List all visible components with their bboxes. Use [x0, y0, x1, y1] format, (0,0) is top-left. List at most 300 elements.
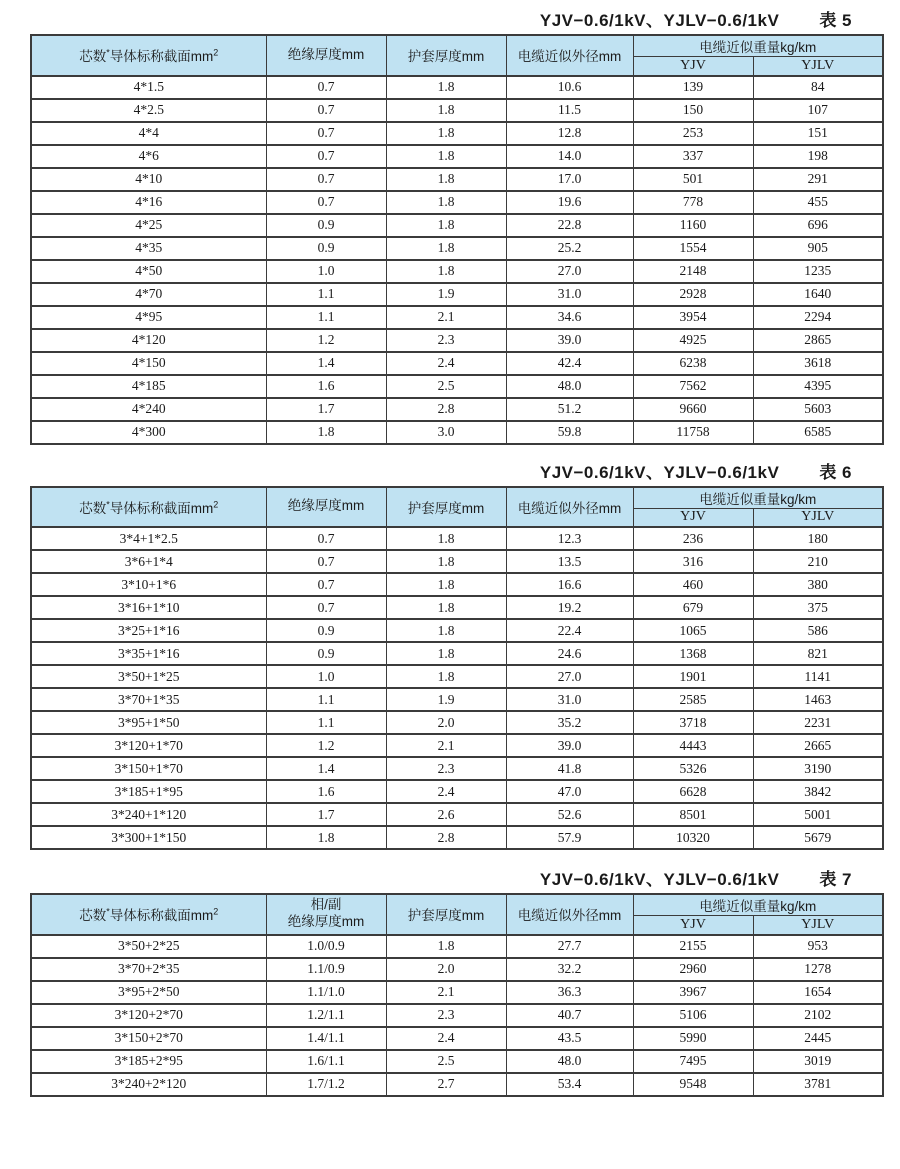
- table-cell: 1.8: [386, 191, 506, 214]
- table-cell: 53.4: [506, 1073, 633, 1096]
- table-cell: 0.7: [266, 168, 386, 191]
- cable-spec-table-6: [30, 486, 884, 851]
- table-row: [31, 168, 883, 191]
- table-cell: 1.8: [386, 214, 506, 237]
- table-cell: 1.8: [386, 935, 506, 958]
- table-cell: 3618: [753, 352, 883, 375]
- header-core-size: [31, 487, 266, 528]
- table-cell: 1.7: [266, 803, 386, 826]
- header-core-size: [31, 35, 266, 76]
- table-cell: 3*4+1*2.5: [31, 527, 266, 550]
- header-yjlv: YJLV: [753, 916, 883, 935]
- table-cell: 1.2: [266, 734, 386, 757]
- table-cell: 1.8: [266, 421, 386, 444]
- table-cell: 2960: [633, 958, 753, 981]
- table-cell: 48.0: [506, 1050, 633, 1073]
- table-cell: 1.1: [266, 688, 386, 711]
- table-row: [31, 734, 883, 757]
- table-cell: 0.7: [266, 122, 386, 145]
- table-cell: 10320: [633, 826, 753, 849]
- table-cell: 1.8: [266, 826, 386, 849]
- table-cell: 1.8: [386, 642, 506, 665]
- table-cell: 0.9: [266, 237, 386, 260]
- table-cell: 1.1/0.9: [266, 958, 386, 981]
- table-cell: 3*16+1*10: [31, 596, 266, 619]
- table-cell: 3*185+1*95: [31, 780, 266, 803]
- table-cell: 2445: [753, 1027, 883, 1050]
- table-cell: 43.5: [506, 1027, 633, 1050]
- table-row: [31, 981, 883, 1004]
- table-cell: 0.9: [266, 619, 386, 642]
- table-cell: 27.0: [506, 260, 633, 283]
- table-cell: 2.8: [386, 826, 506, 849]
- table-cell: 1.1: [266, 711, 386, 734]
- table-cell: 0.7: [266, 550, 386, 573]
- table-cell: 84: [753, 76, 883, 99]
- table-cell: 17.0: [506, 168, 633, 191]
- table-cell: 3*6+1*4: [31, 550, 266, 573]
- table-row: [31, 99, 883, 122]
- table-cell: 236: [633, 527, 753, 550]
- table-cell: 27.0: [506, 665, 633, 688]
- table-cell: 3*185+2*95: [31, 1050, 266, 1073]
- table-cell: 2865: [753, 329, 883, 352]
- table-cell: 1.6/1.1: [266, 1050, 386, 1073]
- table-cell: 59.8: [506, 421, 633, 444]
- table-cell: 696: [753, 214, 883, 237]
- table-cell: 2585: [633, 688, 753, 711]
- table-cell: 3*120+2*70: [31, 1004, 266, 1027]
- table-cell: 180: [753, 527, 883, 550]
- header-insulation-main: 绝缘厚度mm: [287, 46, 365, 62]
- table-cell: 8501: [633, 803, 753, 826]
- table-cell: 52.6: [506, 803, 633, 826]
- table-cell: 19.6: [506, 191, 633, 214]
- table-cell: 3954: [633, 306, 753, 329]
- table-row: [31, 688, 883, 711]
- table-cell: 3*25+1*16: [31, 619, 266, 642]
- table-cell: 5679: [753, 826, 883, 849]
- header-core-size-main: 导体标称截面mm: [109, 908, 214, 924]
- table-cell: 4*120: [31, 329, 266, 352]
- table-cell: 2.1: [386, 734, 506, 757]
- table-cell: 6585: [753, 421, 883, 444]
- table-cell: 1554: [633, 237, 753, 260]
- table-row: [31, 780, 883, 803]
- table-cell: 4*2.5: [31, 99, 266, 122]
- table-cell: 4*240: [31, 398, 266, 421]
- header-outer-diameter: 电缆近似外径mm: [506, 487, 633, 528]
- table-row: [31, 398, 883, 421]
- table-cell: 14.0: [506, 145, 633, 168]
- table-cell: 2.7: [386, 1073, 506, 1096]
- table-cell: 16.6: [506, 573, 633, 596]
- cable-spec-table-7: [30, 893, 884, 1097]
- table-cell: 0.9: [266, 642, 386, 665]
- table-cell: 3*300+1*150: [31, 826, 266, 849]
- header-yjv: YJV: [633, 916, 753, 935]
- table-cell: 4925: [633, 329, 753, 352]
- table-cell: 36.3: [506, 981, 633, 1004]
- table-cell: 27.7: [506, 935, 633, 958]
- table-cell: 0.9: [266, 214, 386, 237]
- table-cell: 41.8: [506, 757, 633, 780]
- table-cell: 1.2: [266, 329, 386, 352]
- table-cell: 12.3: [506, 527, 633, 550]
- table-row: [31, 665, 883, 688]
- table-row: [31, 757, 883, 780]
- table-cell: 19.2: [506, 596, 633, 619]
- table-row: [31, 145, 883, 168]
- table-cell: 151: [753, 122, 883, 145]
- table-cell: 1235: [753, 260, 883, 283]
- table-cell: 1278: [753, 958, 883, 981]
- header-core-size-main: 导体标称截面mm: [109, 500, 214, 516]
- table-cell: 2.0: [386, 711, 506, 734]
- table-cell: 1.9: [386, 283, 506, 306]
- table-row: [31, 573, 883, 596]
- header-core-size-star: *: [106, 906, 110, 917]
- table-cell: 455: [753, 191, 883, 214]
- table6-number: 表 6: [819, 462, 852, 482]
- table-section-7: [30, 865, 882, 1097]
- header-yjlv: YJLV: [753, 508, 883, 527]
- header-weight-group: 电缆近似重量kg/km: [633, 35, 883, 57]
- table-cell: 1160: [633, 214, 753, 237]
- table-cell: 1.8: [386, 665, 506, 688]
- table-cell: 1.8: [386, 527, 506, 550]
- table-cell: 4*6: [31, 145, 266, 168]
- table-cell: 1.7/1.2: [266, 1073, 386, 1096]
- table-row: [31, 550, 883, 573]
- table-cell: 150: [633, 99, 753, 122]
- table-cell: 2.3: [386, 757, 506, 780]
- table-cell: 3*150+1*70: [31, 757, 266, 780]
- table-cell: 11.5: [506, 99, 633, 122]
- header-yjv: YJV: [633, 508, 753, 527]
- table-cell: 24.6: [506, 642, 633, 665]
- table-cell: 31.0: [506, 283, 633, 306]
- table-cell: 2155: [633, 935, 753, 958]
- table-cell: 3967: [633, 981, 753, 1004]
- table-section-5: [30, 6, 882, 445]
- table-cell: 10.6: [506, 76, 633, 99]
- table-cell: 0.7: [266, 145, 386, 168]
- table-cell: 35.2: [506, 711, 633, 734]
- table-cell: 3019: [753, 1050, 883, 1073]
- table7-title-row: [30, 865, 882, 889]
- table-row: [31, 283, 883, 306]
- table-cell: 2102: [753, 1004, 883, 1027]
- header-insulation-thickness: [266, 35, 386, 76]
- table-cell: 460: [633, 573, 753, 596]
- table-cell: 6628: [633, 780, 753, 803]
- header-sheath-thickness: 护套厚度mm: [386, 35, 506, 76]
- header-core-size-text: 芯数: [79, 908, 107, 924]
- table-cell: 1.4: [266, 757, 386, 780]
- table-cell: 2.4: [386, 1027, 506, 1050]
- table-row: [31, 958, 883, 981]
- table-cell: 4*4: [31, 122, 266, 145]
- table-cell: 4*50: [31, 260, 266, 283]
- header-insulation-main: 绝缘厚度mm: [287, 498, 365, 514]
- table-row: [31, 122, 883, 145]
- table-cell: 1.8: [386, 76, 506, 99]
- table-cell: 905: [753, 237, 883, 260]
- table-cell: 3*70+2*35: [31, 958, 266, 981]
- table-cell: 1.8: [386, 168, 506, 191]
- table-cell: 1.8: [386, 550, 506, 573]
- table-cell: 1.9: [386, 688, 506, 711]
- table-cell: 3*10+1*6: [31, 573, 266, 596]
- header-weight-group: 电缆近似重量kg/km: [633, 487, 883, 509]
- table-cell: 2.3: [386, 1004, 506, 1027]
- table-cell: 2928: [633, 283, 753, 306]
- table-cell: 2.4: [386, 780, 506, 803]
- table-row: [31, 711, 883, 734]
- table-row: [31, 826, 883, 849]
- table-cell: 2294: [753, 306, 883, 329]
- header-core-size-sup: 2: [213, 47, 219, 58]
- table-cell: 679: [633, 596, 753, 619]
- header-core-size-star: *: [106, 47, 110, 58]
- table-cell: 1901: [633, 665, 753, 688]
- table-cell: 2.0: [386, 958, 506, 981]
- table-row: [31, 306, 883, 329]
- table-cell: 42.4: [506, 352, 633, 375]
- table-cell: 4*10: [31, 168, 266, 191]
- table-cell: 1.8: [386, 145, 506, 168]
- table-row: [31, 596, 883, 619]
- table-cell: 2665: [753, 734, 883, 757]
- table-cell: 4443: [633, 734, 753, 757]
- table-cell: 3*70+1*35: [31, 688, 266, 711]
- header-core-size-sup: 2: [213, 499, 219, 510]
- table-cell: 0.7: [266, 573, 386, 596]
- header-core-size-sup: 2: [213, 906, 219, 917]
- header-yjv: YJV: [633, 57, 753, 76]
- table-cell: 4*300: [31, 421, 266, 444]
- table-cell: 1654: [753, 981, 883, 1004]
- table-cell: 778: [633, 191, 753, 214]
- table-row: [31, 803, 883, 826]
- table-cell: 1.8: [386, 122, 506, 145]
- table-cell: 953: [753, 935, 883, 958]
- table-cell: 1.0: [266, 260, 386, 283]
- table-cell: 139: [633, 76, 753, 99]
- table-cell: 51.2: [506, 398, 633, 421]
- table-cell: 0.7: [266, 76, 386, 99]
- table-cell: 12.8: [506, 122, 633, 145]
- table-cell: 1.0/0.9: [266, 935, 386, 958]
- table-cell: 1141: [753, 665, 883, 688]
- table-cell: 11758: [633, 421, 753, 444]
- table-cell: 3781: [753, 1073, 883, 1096]
- table6-title: YJV−0.6/1kV、YJLV−0.6/1kV: [539, 462, 780, 482]
- table-row: [31, 421, 883, 444]
- table7-number: 表 7: [819, 870, 852, 889]
- table-cell: 2.4: [386, 352, 506, 375]
- table5-title-row: [30, 6, 882, 30]
- table-cell: 3842: [753, 780, 883, 803]
- table-cell: 0.7: [266, 596, 386, 619]
- table-cell: 9548: [633, 1073, 753, 1096]
- table-cell: 1.8: [386, 573, 506, 596]
- table-row: [31, 1073, 883, 1096]
- table-cell: 1640: [753, 283, 883, 306]
- table-cell: 1.2/1.1: [266, 1004, 386, 1027]
- table-row: [31, 237, 883, 260]
- table-cell: 22.8: [506, 214, 633, 237]
- header-sheath-thickness: 护套厚度mm: [386, 894, 506, 935]
- table-cell: 375: [753, 596, 883, 619]
- table-cell: 6238: [633, 352, 753, 375]
- table-cell: 7495: [633, 1050, 753, 1073]
- table-row: [31, 191, 883, 214]
- table-row: [31, 352, 883, 375]
- table-cell: 1.7: [266, 398, 386, 421]
- table-cell: 2.1: [386, 981, 506, 1004]
- table-row: [31, 1027, 883, 1050]
- table-cell: 337: [633, 145, 753, 168]
- header-insulation-main: 绝缘厚度mm: [287, 914, 365, 930]
- header-insulation-top: 相/副: [310, 897, 342, 913]
- table-cell: 380: [753, 573, 883, 596]
- table-cell: 39.0: [506, 329, 633, 352]
- table-cell: 22.4: [506, 619, 633, 642]
- table-cell: 7562: [633, 375, 753, 398]
- table-cell: 1368: [633, 642, 753, 665]
- table-row: [31, 214, 883, 237]
- table-cell: 1.1: [266, 283, 386, 306]
- table-cell: 1.8: [386, 237, 506, 260]
- table-cell: 4*16: [31, 191, 266, 214]
- table-cell: 253: [633, 122, 753, 145]
- table-cell: 9660: [633, 398, 753, 421]
- table-row: [31, 1004, 883, 1027]
- table-cell: 57.9: [506, 826, 633, 849]
- table-cell: 1.6: [266, 375, 386, 398]
- table-cell: 5001: [753, 803, 883, 826]
- table6-title-row: [30, 458, 882, 482]
- table-cell: 5603: [753, 398, 883, 421]
- header-outer-diameter: 电缆近似外径mm: [506, 894, 633, 935]
- table-cell: 31.0: [506, 688, 633, 711]
- table-cell: 1.8: [386, 260, 506, 283]
- table5-title: YJV−0.6/1kV、YJLV−0.6/1kV: [539, 11, 780, 30]
- cable-spec-table-5: [30, 34, 884, 445]
- table-cell: 1.0: [266, 665, 386, 688]
- table-row: [31, 375, 883, 398]
- table-cell: 2.1: [386, 306, 506, 329]
- table-cell: 1.8: [386, 596, 506, 619]
- table-cell: 1463: [753, 688, 883, 711]
- table-cell: 4*185: [31, 375, 266, 398]
- table-cell: 3*50+2*25: [31, 935, 266, 958]
- table-cell: 1.8: [386, 99, 506, 122]
- header-core-size-main: 导体标称截面mm: [109, 49, 214, 65]
- table-cell: 2.6: [386, 803, 506, 826]
- table-cell: 3*95+1*50: [31, 711, 266, 734]
- table-cell: 3*50+1*25: [31, 665, 266, 688]
- header-insulation-thickness: [266, 487, 386, 528]
- table-cell: 1.8: [386, 619, 506, 642]
- table-cell: 3190: [753, 757, 883, 780]
- table-cell: 1.4/1.1: [266, 1027, 386, 1050]
- table-row: [31, 527, 883, 550]
- table-row: [31, 642, 883, 665]
- table-cell: 2.8: [386, 398, 506, 421]
- table-row: [31, 619, 883, 642]
- table-row: [31, 260, 883, 283]
- header-core-size-text: 芯数: [79, 500, 107, 516]
- table-cell: 2231: [753, 711, 883, 734]
- table-cell: 3*35+1*16: [31, 642, 266, 665]
- table-cell: 3*240+1*120: [31, 803, 266, 826]
- table-cell: 34.6: [506, 306, 633, 329]
- table-cell: 4*150: [31, 352, 266, 375]
- table-cell: 0.7: [266, 99, 386, 122]
- table-cell: 40.7: [506, 1004, 633, 1027]
- table-cell: 48.0: [506, 375, 633, 398]
- table-cell: 291: [753, 168, 883, 191]
- table-cell: 198: [753, 145, 883, 168]
- header-outer-diameter: 电缆近似外径mm: [506, 35, 633, 76]
- table7-title: YJV−0.6/1kV、YJLV−0.6/1kV: [539, 870, 780, 889]
- table-cell: 4*25: [31, 214, 266, 237]
- table-cell: 3*150+2*70: [31, 1027, 266, 1050]
- table-section-6: [30, 458, 882, 851]
- table-cell: 5326: [633, 757, 753, 780]
- table-cell: 13.5: [506, 550, 633, 573]
- table-cell: 0.7: [266, 191, 386, 214]
- table-row: [31, 76, 883, 99]
- table-cell: 32.2: [506, 958, 633, 981]
- table-cell: 107: [753, 99, 883, 122]
- table-cell: 1.6: [266, 780, 386, 803]
- header-core-size-star: *: [106, 499, 110, 510]
- table-cell: 3*120+1*70: [31, 734, 266, 757]
- table-cell: 4395: [753, 375, 883, 398]
- table-cell: 3*95+2*50: [31, 981, 266, 1004]
- table-cell: 1.4: [266, 352, 386, 375]
- table-cell: 1065: [633, 619, 753, 642]
- table-cell: 821: [753, 642, 883, 665]
- table-cell: 3*240+2*120: [31, 1073, 266, 1096]
- table-row: [31, 935, 883, 958]
- table-cell: 586: [753, 619, 883, 642]
- header-core-size-text: 芯数: [79, 49, 107, 65]
- header-weight-group: 电缆近似重量kg/km: [633, 894, 883, 916]
- table-cell: 4*1.5: [31, 76, 266, 99]
- table-row: [31, 1050, 883, 1073]
- table-cell: 2.3: [386, 329, 506, 352]
- table-cell: 3.0: [386, 421, 506, 444]
- table-cell: 1.1/1.0: [266, 981, 386, 1004]
- header-phase-insulation-thickness: [266, 894, 386, 935]
- table-cell: 39.0: [506, 734, 633, 757]
- header-core-size: [31, 894, 266, 935]
- table-cell: 0.7: [266, 527, 386, 550]
- table-row: [31, 329, 883, 352]
- table-cell: 2148: [633, 260, 753, 283]
- table5-number: 表 5: [819, 11, 852, 30]
- table-cell: 210: [753, 550, 883, 573]
- header-sheath-thickness: 护套厚度mm: [386, 487, 506, 528]
- table-cell: 5106: [633, 1004, 753, 1027]
- table-cell: 2.5: [386, 375, 506, 398]
- table-cell: 4*70: [31, 283, 266, 306]
